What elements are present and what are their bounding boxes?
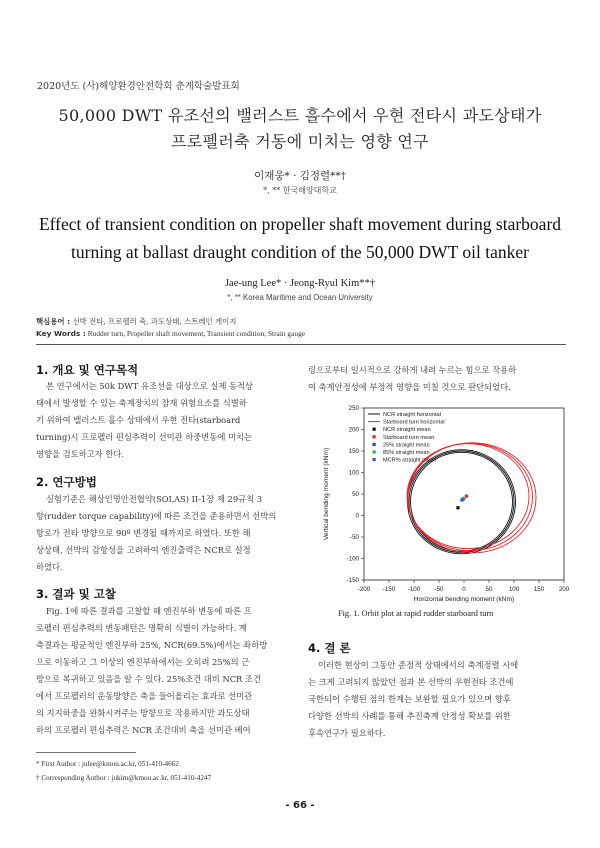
corresponding-author-mark: † [36,774,40,782]
conference-header: 2020년도 (사)해양환경안전학회 춘계학술발표회 [37,81,240,92]
plot-frame [364,408,564,580]
keywords-english-label: Key Words : [36,329,86,338]
footnote-first-author [36,760,179,768]
x-tick-label-1: -150 [382,586,396,593]
x-tick-label-0: -200 [357,586,371,593]
section-4-line-1: 이러한 현상이 그동안 준정적 상태에서의 축계정렬 시에 [318,660,519,670]
x-tick-label-5: 50 [485,586,493,593]
section-2-line-3: 항로가 전타 방향으로 90º 변경될 때까지로 하였다. 또한 해 [36,528,251,538]
figure-caption: Fig. 1. Orbit plot at rapid rudder starboard turn [338,609,494,618]
keywords-english [36,329,305,338]
section-1-heading: 1. 개요 및 연구목적 [36,363,139,377]
corresponding-author-text: Corresponding Author : jukim@kmou.ac.kr, 051-410-4247 [41,774,212,782]
legend-swatch-6 [373,458,376,461]
section-1-line-1: 본 연구에서는 50k DWT 유조선을 대상으로 실제 동적상 [46,381,254,391]
keywords-english-text: Rudder turn, Propeller shaft movement, Transient condition, Strain gauge [87,329,306,338]
orbit-series-0-loop-2 [408,450,516,554]
legend-label-1: Starboard turn horizontal [383,419,445,426]
y-tick-label-6: 150 [348,448,359,455]
x-tick-label-2: -100 [407,586,421,593]
section-2-line-2: 항(rudder torque capability)에 따른 조건을 준용하면서 선박의 [36,511,277,521]
orbit-plot-chart [320,402,572,606]
y-tick-label-7: 200 [348,426,359,434]
english-title-line-2: turning at ballast draught condition of the 50,000 DWT oil tanker [71,242,529,262]
y-tick-label-3: 0 [355,512,359,520]
section-3-heading: 3. 결과 및 고찰 [36,587,116,601]
right-column-line-2: 여 축계안정성에 부정적 영향을 미칠 것으로 판단되었다. [308,382,511,392]
mean-point-4 [460,498,463,501]
orbit-series-0-loop-1 [409,451,514,552]
y-tick-label-0: -150 [346,577,359,584]
footnote-corresponding-author [36,774,211,782]
y-tick-label-4: 50 [352,491,359,498]
korean-title-line-2: 프로펠러축 거동에 미치는 영향 연구 [171,132,429,151]
legend-swatch-2 [373,428,376,431]
section-2-heading: 2. 연구방법 [36,475,97,489]
x-tick-label-4: 0 [462,586,466,593]
y-tick-label-8: 250 [348,405,359,412]
mean-point-0 [456,506,459,509]
legend-label-4: 25% straight mean [383,442,430,449]
legend-label-0: NCR straight horizontal [383,412,441,418]
right-column-line-1: 링으로부터 일시적으로 강하게 내려 누르는 힘으로 작용하 [308,365,517,375]
y-tick-label-2: -50 [350,534,359,541]
section-2-line-1: 실험기준은 해상인명안전협약(SOLAS) II-1장 제 29규칙 3 [46,494,263,504]
legend-swatch-3 [373,435,376,438]
legend-swatch-4 [373,443,376,446]
y-axis-label: Vertical bending moment (kNm) [323,447,330,541]
english-authors: Jae-ung Lee* · Jeong-Ryul Kim**† [224,278,376,289]
legend-swatch-5 [373,450,376,453]
first-author-text: First Author : julee@kmou.ac.kr, 051-410-4662 [41,760,179,768]
x-tick-label-6: 100 [508,586,520,593]
section-2-line-4: 상상태, 선박의 감항성을 고려하여 엔진출력은 NCR로 설정 [36,545,251,555]
english-title-line-1: Effect of transient condition on propeller shaft movement during starboard [38,214,562,234]
section-4-line-4: 다양한 선박의 사례를 통해 추진축계 안정성 확보를 위한 [308,711,511,721]
keywords-korean-text: 선박 전타, 프로펠러 축, 과도상태, 스트레인 게이지 [72,317,237,326]
legend-label-3: Starboard turn mean [383,434,435,441]
first-author-mark: * [36,760,40,768]
x-tick-label-7: 150 [533,586,545,593]
keywords-korean-label: 핵심용어 : [36,317,71,326]
section-3-line-8: 하의 프로펠러 편심추력은 NCR 조건대비 축을 선미관 베어 [36,725,251,735]
section-4-line-2: 는 크게 고려되지 않았던 점과 본 선박의 우현전타 조건에 [308,677,514,687]
korean-affiliation: *, ** 한국해양대학교 [263,186,337,195]
section-3-line-7: 의 지지하중을 완화시켜주는 방향으로 작용하지만 과도상태 [36,708,250,718]
keywords-divider [36,344,566,345]
section-3-line-5: 방으로 복귀하고 있음을 알 수 있다. 25%조건 대비 NCR 조건 [36,674,261,684]
legend-label-2: NCR straight mean [383,427,431,434]
footnote-divider [36,752,136,753]
english-affiliation: *, ** Korea Maritime and Ocean University [227,293,373,302]
section-4-line-3: 국한되어 수행된 점의 한계는 보완할 필요가 있으며 향후 [308,694,511,704]
section-3-line-2: 로펠러 편심추력의 변동패턴은 명확히 식별이 가능하다. 계 [36,623,247,633]
section-1-line-3: 기 위하여 밸러스트 흘수 상태에서 우현 전타(starboard [36,415,241,425]
korean-title-line-1: 50,000 DWT 유조선의 밸러스트 흘수에서 우현 전타시 과도상태가 [58,106,542,125]
section-3-line-3: 측결과는 평균적인 엔진부하 25%, NCR(69.5%)에서는 좌하방 [36,640,268,650]
legend-label-5: 85% straight mean [383,450,430,456]
section-4-line-5: 후속연구가 필요하다. [308,728,386,738]
x-tick-label-8: 200 [558,586,570,593]
section-1-line-2: 태에서 발생할 수 있는 축계장치의 잠재 위험요소를 식별하 [36,398,247,408]
section-3-line-1: Fig. 1에 따른 결과를 고찰할 때 엔진부하 변동에 따른 프 [46,606,252,616]
korean-authors: 이재웅* · 김정렬**† [254,170,346,182]
section-3-line-6: 에서 프로펠러의 운동방향은 축을 들어올리는 효과로 선미관 [36,691,253,701]
section-1-line-4: turning)시 프로펠러 편심추력이 선미관 하중변동에 미치는 [36,432,253,442]
x-tick-label-3: -50 [434,586,444,593]
y-tick-label-5: 100 [348,469,359,477]
legend-label-6: MCR% straight mean [383,457,437,464]
section-4-heading: 4. 결 론 [308,641,351,655]
section-3-line-4: 으로 이동하고 그 이상의 엔진부하에서는 오히려 25%의 근 [36,657,250,667]
keywords-korean [36,316,236,327]
section-1-line-5: 영향을 검토하고자 한다. [36,449,125,459]
x-axis-label: Horizontal bending moment (kNm) [413,596,515,603]
section-2-line-5: 하였다. [36,562,63,572]
page-number: - 66 - [285,800,315,811]
y-tick-label-1: -100 [346,555,359,563]
